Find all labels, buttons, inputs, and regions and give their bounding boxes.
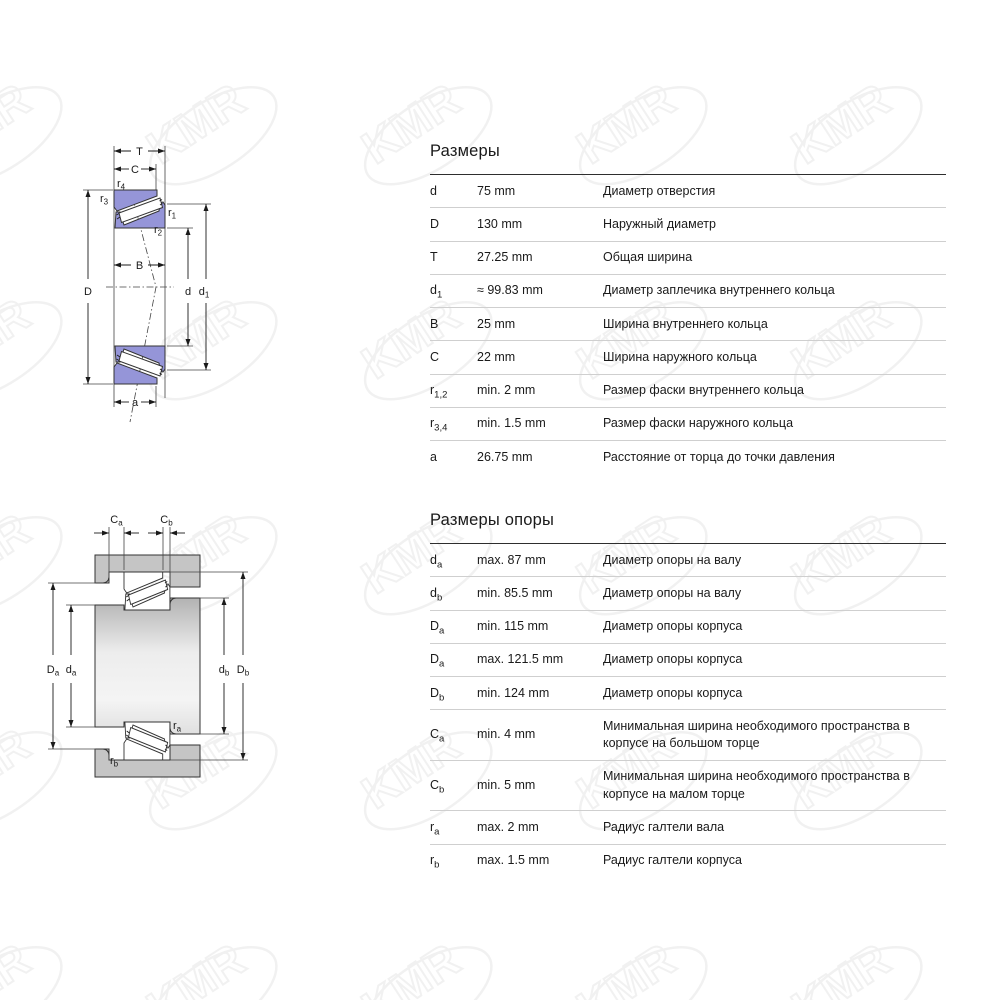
- dimension-description: Диаметр отверстия: [603, 183, 716, 198]
- dimension-value: max. 1.5 mm: [477, 853, 550, 867]
- dimension-value: min. 4 mm: [477, 727, 536, 742]
- bearing-half-top: [124, 572, 170, 610]
- dimension-value: ≈ 99.83 mm: [477, 283, 543, 298]
- table-row: [430, 544, 946, 576]
- dimension-description: Диаметр опоры на валу: [603, 585, 742, 600]
- table-row: [430, 241, 946, 274]
- dimension-value: min. 124 mm: [477, 685, 550, 700]
- dimension-symbol: a: [430, 449, 437, 464]
- table-row: [430, 274, 946, 307]
- dimensions-section: [430, 142, 946, 473]
- shaft-section: [95, 598, 200, 734]
- dimension-description: Общая ширина: [603, 250, 693, 264]
- dim-label-r4: $r_4$: [117, 178, 126, 192]
- dimension-description: Ширина наружного кольца: [603, 349, 757, 364]
- table-row: [430, 340, 946, 373]
- dim-label-Cb: $C_b$: [160, 514, 173, 528]
- dimension-description: Диаметр опоры на валу: [603, 552, 742, 567]
- table-row: [430, 440, 946, 473]
- section-title-dimensions: Размеры: [430, 142, 500, 160]
- dimension-description: Диаметр опоры корпуса: [603, 619, 743, 633]
- table-row: [430, 643, 946, 676]
- bearing-half-bottom: [124, 722, 170, 760]
- dimension-symbol: $r_a$: [430, 819, 440, 838]
- table-row: [430, 610, 946, 643]
- dimension-value: 130 mm: [477, 216, 523, 231]
- dim-label-da: $d_a$: [65, 664, 77, 678]
- dimension-symbol: $C_b$: [430, 777, 445, 796]
- dimension-value: 75 mm: [477, 183, 516, 198]
- table-row: [430, 207, 946, 240]
- dimension-value: min. 1.5 mm: [477, 416, 546, 431]
- dimension-symbol: T: [430, 250, 438, 264]
- dim-label-D: D: [84, 286, 92, 298]
- bearing-mounting-figure: [40, 505, 270, 805]
- abutment-table: [430, 543, 946, 877]
- pressure-line: [130, 195, 156, 422]
- table-row: [430, 760, 946, 811]
- section-title-abutment: Размеры опоры: [430, 511, 555, 529]
- bearing-half-top: [114, 190, 165, 228]
- dimension-description: Размер фаски наружного кольца: [603, 416, 794, 431]
- table-row: [430, 676, 946, 709]
- dimension-symbol: $D_a$: [430, 652, 445, 670]
- dimension-description: Диаметр опоры корпуса: [603, 685, 743, 700]
- dim-label-db: $d_b$: [218, 664, 230, 678]
- dimension-description: Минимальная ширина необходимого пространства в корпусе на малом торце: [603, 769, 910, 801]
- dimension-symbol: $d_a$: [430, 552, 443, 570]
- dimension-value: 25 mm: [477, 316, 516, 331]
- dimension-description: Диаметр заплечика внутреннего кольца: [603, 283, 835, 298]
- dimension-description: Радиус галтели вала: [603, 819, 725, 834]
- dimension-value: max. 121.5 mm: [477, 652, 564, 667]
- dim-label-r1: $r_1$: [168, 207, 177, 221]
- dimension-value: min. 5 mm: [477, 777, 536, 792]
- dimension-description: Размер фаски внутреннего кольца: [603, 383, 804, 397]
- table-row: [430, 407, 946, 440]
- table-row: [430, 175, 946, 207]
- dim-label-ra: $r_a$: [173, 720, 182, 734]
- table-row: [430, 576, 946, 609]
- dim-label-C: C: [131, 164, 139, 176]
- dim-label-r2: $r_2$: [154, 224, 163, 238]
- dimension-symbol: $r_{1,2}$: [430, 383, 448, 401]
- table-row: [430, 374, 946, 407]
- dimension-symbol: $d_1$: [430, 283, 443, 301]
- dim-label-B: B: [135, 260, 144, 272]
- dimension-value: min. 2 mm: [477, 383, 536, 397]
- table-row: [430, 844, 946, 877]
- dimension-value: max. 87 mm: [477, 552, 546, 567]
- dimension-description: Минимальная ширина необходимого пространства в корпусе на большом торце: [603, 718, 910, 750]
- dim-label-Ca: $C_a$: [110, 514, 123, 528]
- dimension-symbol: $d_b$: [430, 585, 443, 604]
- dimension-value: max. 2 mm: [477, 819, 539, 834]
- bearing-cross-section-figure: [50, 130, 230, 425]
- dim-label-rb: $r_b$: [110, 755, 119, 769]
- dimension-symbol: $D_a$: [430, 619, 445, 637]
- dimension-description: Ширина внутреннего кольца: [603, 316, 768, 331]
- dim-label-T: T: [136, 146, 143, 158]
- dimension-value: min. 85.5 mm: [477, 585, 553, 600]
- dimension-symbol: D: [430, 216, 440, 231]
- dimension-value: 22 mm: [477, 349, 516, 364]
- dim-label-Da: $D_a$: [46, 664, 60, 678]
- dimension-value: min. 115 mm: [477, 619, 549, 633]
- table-row: [430, 307, 946, 340]
- dimension-symbol: $r_b$: [430, 853, 440, 871]
- table-row: [430, 810, 946, 843]
- dimension-symbol: $D_b$: [430, 685, 445, 703]
- dimension-description: Наружный диаметр: [603, 216, 716, 231]
- dim-label-Db: $D_b$: [236, 664, 250, 678]
- dimension-description: Расстояние от торца до точки давления: [603, 449, 835, 464]
- dimension-value: 27.25 mm: [477, 250, 533, 264]
- dimension-description: Диаметр опоры корпуса: [603, 652, 743, 667]
- dimensions-table: [430, 174, 946, 473]
- dim-label-d: d: [184, 286, 192, 298]
- dimension-value: 26.75 mm: [477, 449, 533, 464]
- dimension-symbol: d: [430, 183, 437, 198]
- dimension-symbol: B: [430, 316, 439, 331]
- abutment-dimensions-section: [430, 511, 946, 877]
- dim-label-a: a: [131, 397, 139, 409]
- dimension-symbol: $C_a$: [430, 727, 445, 745]
- dimension-description: Радиус галтели корпуса: [603, 853, 742, 867]
- dim-label-r3: $r_3$: [100, 193, 109, 207]
- bearing-half-bottom: [114, 346, 165, 384]
- dimension-symbol: $r_{3,4}$: [430, 416, 448, 434]
- table-row: [430, 709, 946, 760]
- dim-label-d1: $d_1$: [198, 286, 210, 300]
- dimension-symbol: C: [430, 349, 440, 364]
